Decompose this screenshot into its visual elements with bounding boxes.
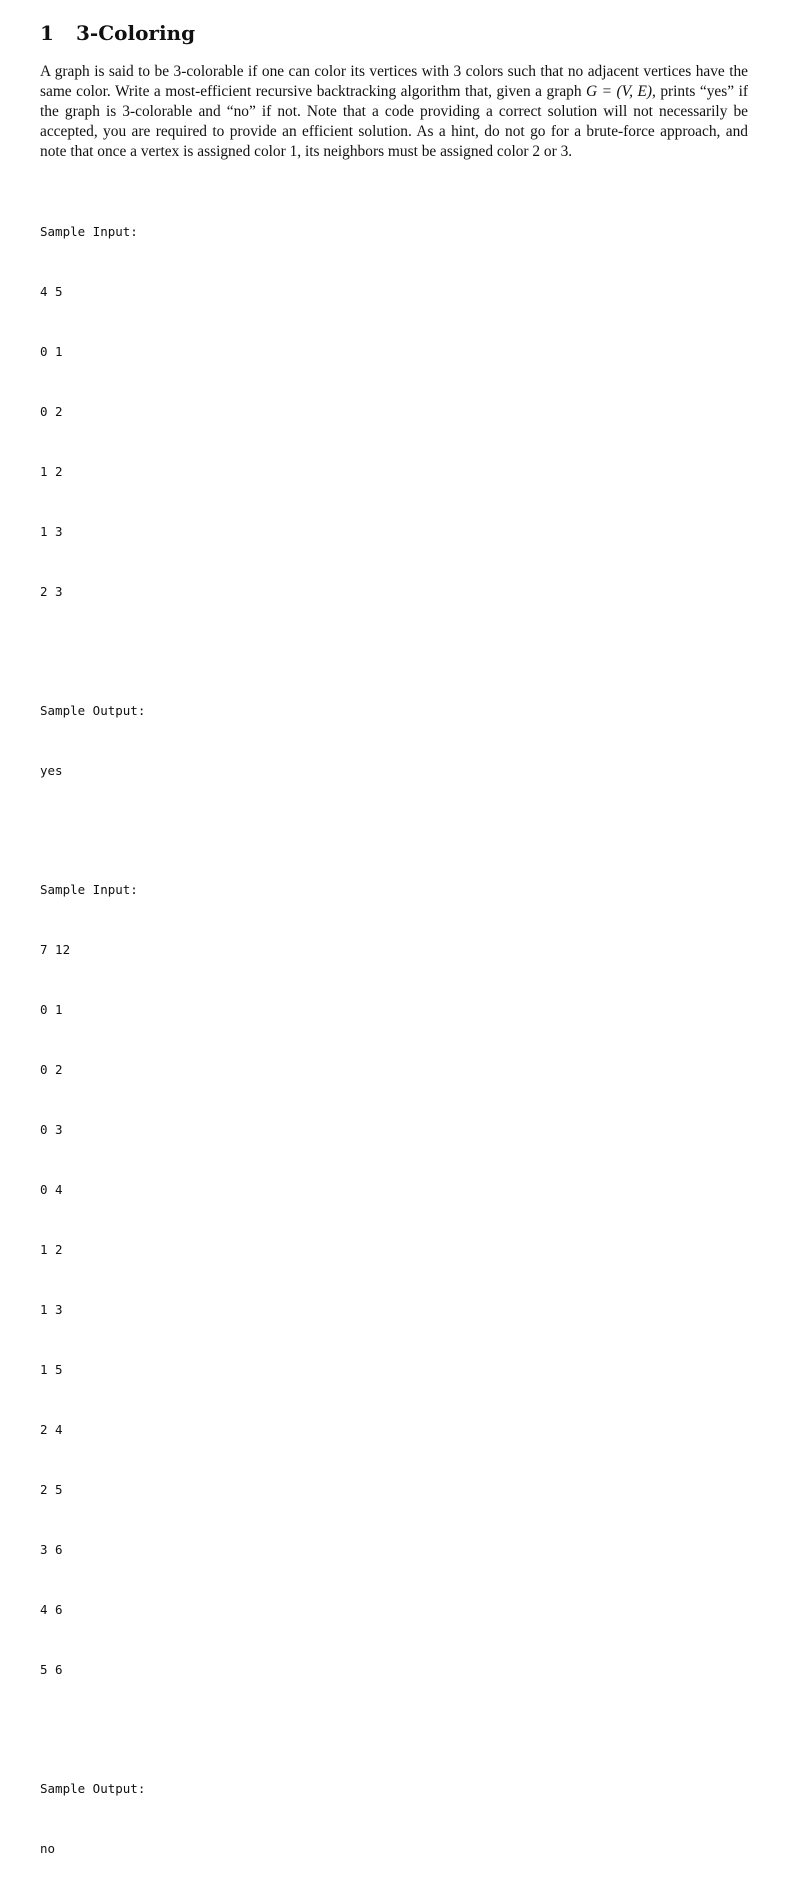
- sample-input-line: 1 5: [40, 1362, 63, 1377]
- sample-input-line: 3 6: [40, 1542, 63, 1557]
- sample-output-line: yes: [40, 763, 63, 778]
- sample-output-label: Sample Output:: [40, 1781, 146, 1796]
- sample-output-line: no: [40, 1841, 56, 1856]
- sample-input-line: 1 2: [40, 1242, 63, 1257]
- problem-description: [40, 62, 748, 162]
- sample-2: [40, 840, 748, 1899]
- sample-input-line: 5 6: [40, 1662, 63, 1677]
- description-part-1: A graph is said to be 3-colorable if one can color its vertices with 3 colors such that no adjacent vertices have the same color. Write a most-efficient recursive backtracking algorithm that, given a graph: [40, 63, 748, 100]
- sample-input-line: 0 1: [40, 344, 63, 359]
- spacer: [40, 1720, 748, 1739]
- spacer: [40, 821, 748, 840]
- sample-input-line: 0 3: [40, 1122, 63, 1137]
- sample-output-label: Sample Output:: [40, 703, 146, 718]
- description-part-2: , prints “yes” if the graph is 3-colorable and “no” if not. Note that a code providing a correct solution will not necessarily be accepted, you are required to provide an efficient solution. As a hint, do not go for a brute-force approach, and note that once a vertex is assigned color 1, its neighbors must be assigned color 2 or 3.: [40, 83, 748, 160]
- sample-input-line: 7 12: [40, 942, 71, 957]
- sample-input-line: 2 3: [40, 584, 63, 599]
- sample-input-line: 0 2: [40, 1062, 63, 1077]
- document-page: [40, 20, 748, 1899]
- sample-input-label: Sample Input:: [40, 224, 138, 239]
- spacer: [40, 642, 748, 661]
- section-number: 1: [40, 21, 54, 45]
- sample-input-label: Sample Input:: [40, 882, 138, 897]
- sample-input-line: 1 3: [40, 1302, 63, 1317]
- sample-input-line: 1 3: [40, 524, 63, 539]
- sample-input-line: 1 2: [40, 464, 63, 479]
- sample-input-line: 0 4: [40, 1182, 63, 1197]
- sample-input-line: 4 5: [40, 284, 63, 299]
- sample-1: [40, 182, 748, 821]
- samples-section: [40, 182, 748, 1899]
- sample-input-line: 2 5: [40, 1482, 63, 1497]
- graph-notation: G = (V, E): [586, 83, 652, 100]
- sample-input-line: 2 4: [40, 1422, 63, 1437]
- sample-input-line: 0 1: [40, 1002, 63, 1017]
- sample-input-line: 4 6: [40, 1602, 63, 1617]
- sample-input-line: 0 2: [40, 404, 63, 419]
- section-heading: [40, 20, 748, 46]
- section-title: 3-Coloring: [76, 21, 196, 45]
